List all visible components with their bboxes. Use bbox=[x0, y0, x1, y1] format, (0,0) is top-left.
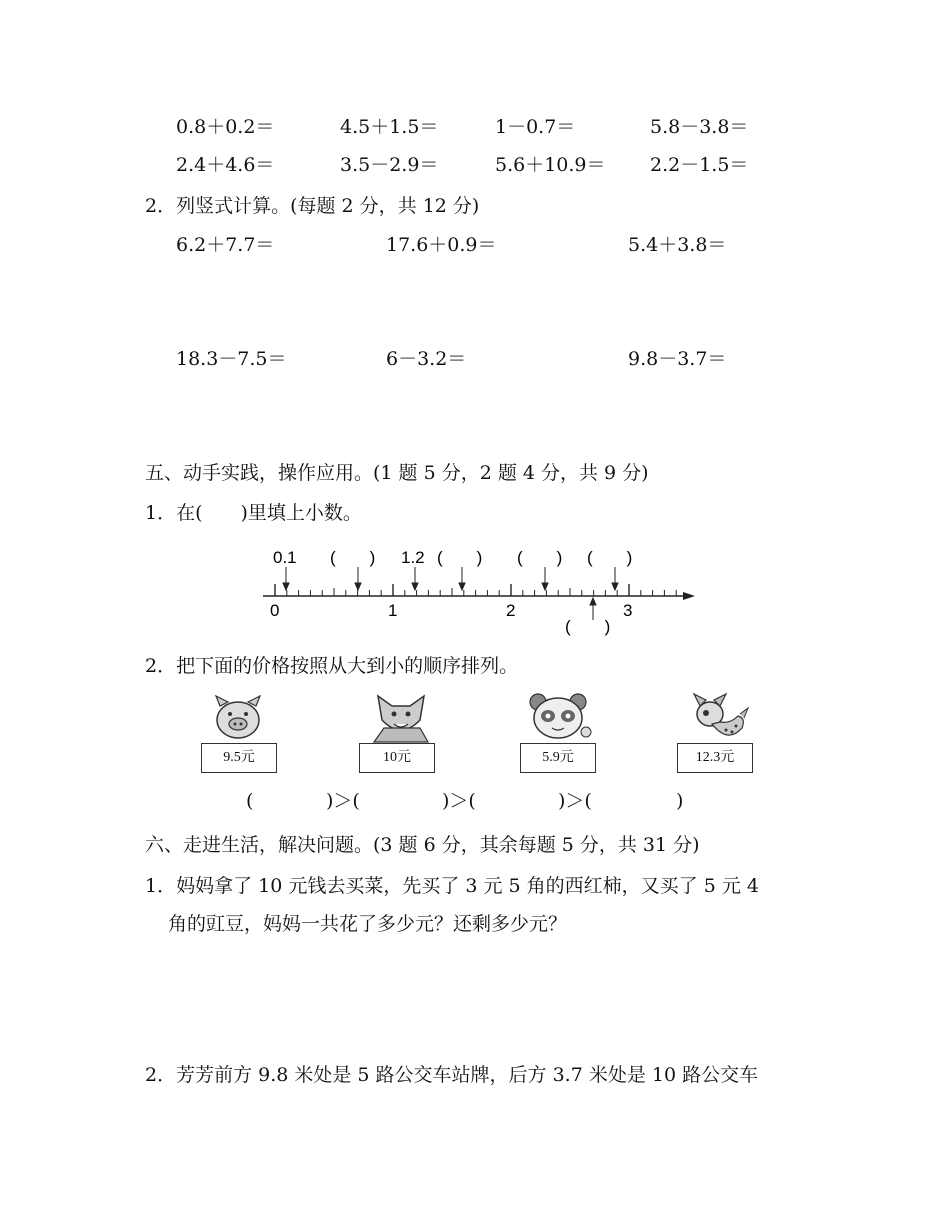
section-5-heading: 五、动手实践，操作应用。(1 题 5 分，2 题 4 分，共 9 分) bbox=[145, 462, 649, 484]
number-line-markers bbox=[283, 567, 618, 620]
price-tag: 5.9元 bbox=[520, 743, 596, 773]
section-6-heading: 六、走进生活，解决问题。(3 题 6 分，其余每题 5 分，共 31 分) bbox=[145, 834, 700, 856]
section-5-question-1: 1．在( )里填上小数。 bbox=[145, 502, 362, 524]
blank-label: ( ) bbox=[587, 548, 633, 567]
order-blank: )＞( bbox=[442, 790, 476, 812]
vertical-calc-item: 6－3.2＝ bbox=[386, 348, 467, 370]
oral-calc-item: 5.8－3.8＝ bbox=[650, 116, 749, 138]
oral-calc-item: 2.2－1.5＝ bbox=[650, 154, 749, 176]
tick-label: 1 bbox=[388, 601, 398, 620]
tick-label: 3 bbox=[623, 601, 633, 620]
price-tag: 10元 bbox=[359, 743, 435, 773]
number-line bbox=[255, 540, 705, 640]
tick-label: 0 bbox=[270, 601, 280, 620]
oral-calc-item: 1－0.7＝ bbox=[495, 116, 576, 138]
section-6-question-2-line-1: 2．芳芳前方 9.8 米处是 5 路公交车站牌，后方 3.7 米处是 10 路公交车 bbox=[145, 1064, 759, 1086]
vertical-calc-item: 5.4＋3.8＝ bbox=[628, 234, 727, 256]
vertical-calc-heading: 2．列竖式计算。(每题 2 分，共 12 分) bbox=[145, 195, 480, 217]
number-line-arrowhead bbox=[683, 592, 695, 600]
section-6-question-1-line-2: 角的豇豆，妈妈一共花了多少元？还剩多少元？ bbox=[168, 913, 568, 935]
oral-calc-item: 0.8＋0.2＝ bbox=[176, 116, 275, 138]
given-value-label: 1.2 bbox=[401, 548, 425, 567]
price-tag: 12.3元 bbox=[677, 743, 753, 773]
vertical-calc-item: 17.6＋0.9＝ bbox=[386, 234, 497, 256]
wolf-icon bbox=[370, 690, 432, 744]
oral-calc-item: 4.5＋1.5＝ bbox=[340, 116, 439, 138]
order-blank: ( bbox=[246, 790, 254, 812]
section-5-question-2: 2．把下面的价格按照从大到小的顺序排列。 bbox=[145, 655, 519, 677]
order-blank: )＞( bbox=[558, 790, 592, 812]
panda-icon bbox=[526, 690, 594, 744]
blank-label: ( ) bbox=[437, 548, 483, 567]
oral-calc-item: 2.4＋4.6＝ bbox=[176, 154, 275, 176]
order-blank: ) bbox=[676, 790, 684, 812]
vertical-calc-item: 6.2＋7.7＝ bbox=[176, 234, 275, 256]
blank-label: ( ) bbox=[565, 617, 611, 636]
order-blank: )＞( bbox=[326, 790, 360, 812]
tick-label: 2 bbox=[506, 601, 516, 620]
oral-calc-item: 3.5－2.9＝ bbox=[340, 154, 439, 176]
section-6-question-1-line-1: 1．妈妈拿了 10 元钱去买菜，先买了 3 元 5 角的西红柿，又买了 5 元 4 bbox=[145, 875, 759, 897]
price-tag: 9.5元 bbox=[201, 743, 277, 773]
vertical-calc-item: 18.3－7.5＝ bbox=[176, 348, 287, 370]
pig-icon bbox=[208, 692, 268, 744]
given-value-label: 0.1 bbox=[273, 548, 297, 567]
blank-label: ( ) bbox=[330, 548, 376, 567]
vertical-calc-item: 9.8－3.7＝ bbox=[628, 348, 727, 370]
oral-calc-item: 5.6＋10.9＝ bbox=[495, 154, 606, 176]
blank-label: ( ) bbox=[517, 548, 563, 567]
deer-icon bbox=[690, 688, 752, 744]
